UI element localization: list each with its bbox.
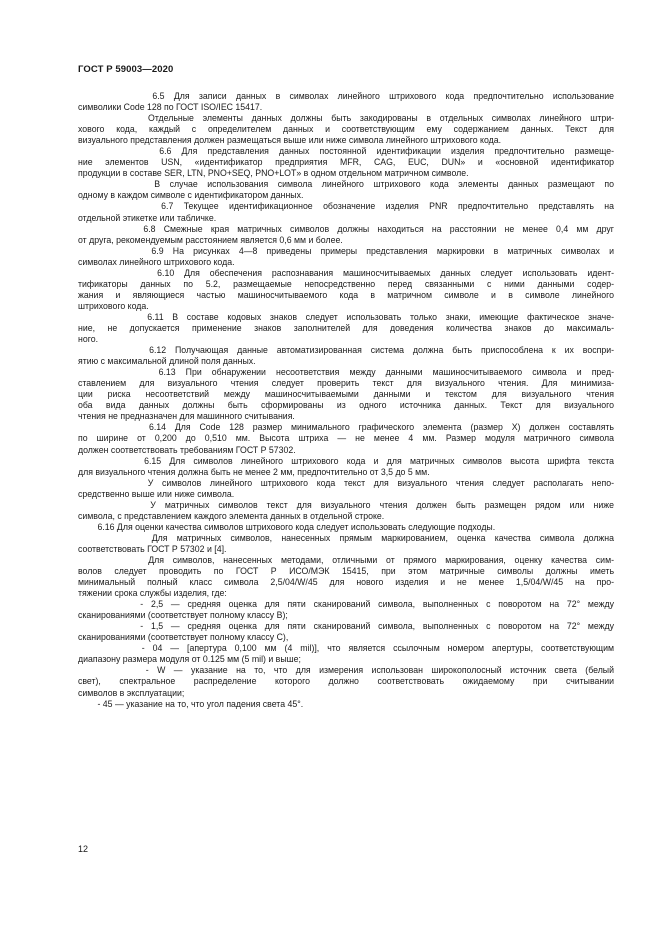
text-line: символах линейного штрихового кода. (78, 256, 235, 267)
text-line: 6.15 Для символов линейного штрихового кода и для матричных символов высота шрифта текста (78, 455, 614, 466)
body-text (78, 91, 614, 710)
text-line: соответствовать ГОСТ Р 57302 и [4]. (78, 543, 227, 554)
text-line: 6.9 На рисунках 4—8 приведены примеры представления маркировки в матричных символах и (78, 245, 614, 256)
paragraph (78, 246, 614, 268)
paragraph (78, 146, 614, 179)
text-line: В случае использования символа линейного штрихового кода элементы данных размещают по (78, 179, 614, 190)
paragraph (78, 312, 614, 345)
paragraph (78, 345, 614, 367)
text-line: - 04 — [апертура 0,100 мм (4 mil)], что является ссылочным номером апертуры, соответствующим (78, 643, 614, 654)
text-line: символа, с представлением каждого элемента данных в отдельной строке. (78, 510, 385, 521)
text-line: минимальный полный класс символа 2,5/04/W/45 для нового изделия и не менее 1,5/04/W/45 на про- (78, 577, 614, 588)
paragraph (78, 179, 614, 201)
text-line: ние элементов USN, «идентификатор предприятия MFR, CAG, EUC, DUN» и «основной идентификатор (78, 157, 614, 168)
text-line: продукции в составе SER, LTN, PNO+SEQ, PNO+LOT» в одном отдельном матричном символе. (78, 168, 469, 179)
text-line: отдельной этикетке или табличке. (78, 212, 217, 223)
text-line: 6.10 Для обеспечения распознавания машиносчитываемых данных следует использовать идент- (78, 267, 614, 278)
text-line: ного. (78, 334, 98, 345)
text-line: У матричных символов текст для визуального чтения должен быть размещен рядом или ниже (78, 499, 614, 510)
text-line: тяжении срока службы изделия, где: (78, 588, 227, 599)
text-line: У символов линейного штрихового кода текст для визуального чтения следует располагать непо- (78, 477, 614, 488)
text-line: ятию с максимальной длиной поля данных. (78, 356, 256, 367)
text-line: 6.14 Для Code 128 размер минимального графического элемента (размер X) должен составлять (78, 422, 614, 433)
text-line: 6.7 Текущее идентификационное обозначение изделия PNR предпочтительно представлять на (78, 201, 614, 212)
text-line: от друга, рекомендуемым расстоянием является 0,6 мм и более. (78, 234, 343, 245)
paragraph (78, 621, 614, 643)
text-line: - 45 — указание на то, что угол падения света 45°. (78, 698, 304, 709)
text-line: Отдельные элементы данных должны быть закодированы в отдельных символах линейного штри- (78, 113, 614, 124)
text-line: Для матричных символов, нанесенных прямым маркированием, оценка качества символа должна (78, 532, 614, 543)
paragraph (78, 224, 614, 246)
paragraph (78, 533, 614, 555)
paragraph (78, 367, 614, 422)
paragraph (78, 91, 614, 113)
paragraph (78, 478, 614, 500)
paragraph (78, 665, 614, 698)
text-line: - W — указание на то, что для измерения использован широкополосный источник света (белый (78, 665, 614, 676)
text-line: 6.11 В составе кодовых знаков следует использовать только знаки, имеющие фактическое значе- (78, 311, 614, 322)
text-line: ставлением для визуального чтения следует проверить текст для визуального чтения. Для минимиза- (78, 378, 614, 389)
text-line: тификаторы данных по 5.2, размещаемые непосредственно перед связанными с ними данными содер- (78, 278, 614, 289)
text-line: 6.8 Смежные края матричных символов должны находиться на расстоянии не менее 0,4 мм друг (78, 223, 614, 234)
text-line: средственно выше или ниже символа. (78, 488, 235, 499)
text-line: жания и являющиеся частью машиносчитываемого кода в матричном символе и в символе линейного (78, 289, 614, 300)
text-line: - 1,5 — средняя оценка для пяти сканирований символа, выполненных с поворотом на 72° между (78, 621, 614, 632)
text-line: сканированиями (соответствует полному классу В); (78, 610, 288, 621)
paragraph (78, 643, 614, 665)
text-line: визуального представления должен размещаться выше или ниже символа линейного штрихового кода. (78, 135, 502, 146)
text-line: 6.13 При обнаружении несоответствия между данными машиносчитываемого символа и пред- (78, 367, 614, 378)
text-line: оба вида данных должны быть сформированы из одного источника данных. Текст для визуального (78, 400, 614, 411)
text-line: волов следует проводить по ГОСТ Р ИСО/МЭК 15415, при этом матричные символы должны иметь (78, 566, 614, 577)
text-line: 6.5 Для записи данных в символах линейного штрихового кода предпочтительно использование (78, 91, 614, 101)
text-line: по ширине от 0,200 до 0,510 мм. Высота штриха — не менее 4 мм. Размер модуля матричного символа (78, 433, 614, 444)
document-header: ГОСТ Р 59003—2020 (78, 64, 174, 75)
text-line: должен соответствовать требованиям ГОСТ Р 57302. (78, 444, 296, 455)
text-line: хового кода, каждый с определителем данных и соответствующим ему содержанием данных. Текст для (78, 124, 614, 135)
paragraph (78, 268, 614, 312)
paragraph (78, 422, 614, 455)
text-line: Для символов, нанесенных методами, отличными от прямого маркирования, оценку качества сим- (78, 554, 614, 565)
text-line: ние, не допускается применение знаков заполнителей для доведения количества знаков до максималь- (78, 322, 614, 333)
text-line: штрихового кода. (78, 300, 149, 311)
text-line: сканированиями (соответствует полному классу С), (78, 632, 289, 643)
text-line: чтения не предназначен для машинного считывания. (78, 411, 295, 422)
text-line: для визуального чтения должна быть не менее 2 мм, предпочтительно от 3,5 до 5 мм. (78, 466, 430, 477)
text-line: ции риска несоответствий между машиносчитываемыми данными и текстом для визуального чтения (78, 389, 614, 400)
text-line: - 2,5 — средняя оценка для пяти сканирований символа, выполненных с поворотом на 72° между (78, 599, 614, 610)
text-line: 6.12 Получающая данные автоматизированная система должна быть приспособлена к их воспри- (78, 345, 614, 356)
paragraph (78, 699, 614, 710)
paragraph (78, 113, 614, 146)
paragraph (78, 522, 614, 533)
paragraph (78, 201, 614, 223)
text-line: диапазону размера модуля от 0.125 мм (5 mil) и выше; (78, 654, 301, 665)
text-line: одному в каждом символе с идентификатором данных. (78, 190, 304, 201)
paragraph (78, 555, 614, 599)
paragraph (78, 500, 614, 522)
text-line: символики Code 128 по ГОСТ ISO/IEC 15417. (78, 102, 263, 113)
text-line: свет), спектральное распределение которого должно соответствовать ожидаемому при считывании (78, 676, 614, 687)
page-number: 12 (78, 844, 89, 854)
text-line: 6.6 Для представления данных постоянной идентификации изделия предпочтительно размеще- (78, 146, 614, 157)
text-line: символов в эксплуатации; (78, 687, 185, 698)
text-line: 6.16 Для оценки качества символов штрихового кода следует использовать следующие подходы. (78, 521, 496, 532)
paragraph (78, 456, 614, 478)
paragraph (78, 599, 614, 621)
